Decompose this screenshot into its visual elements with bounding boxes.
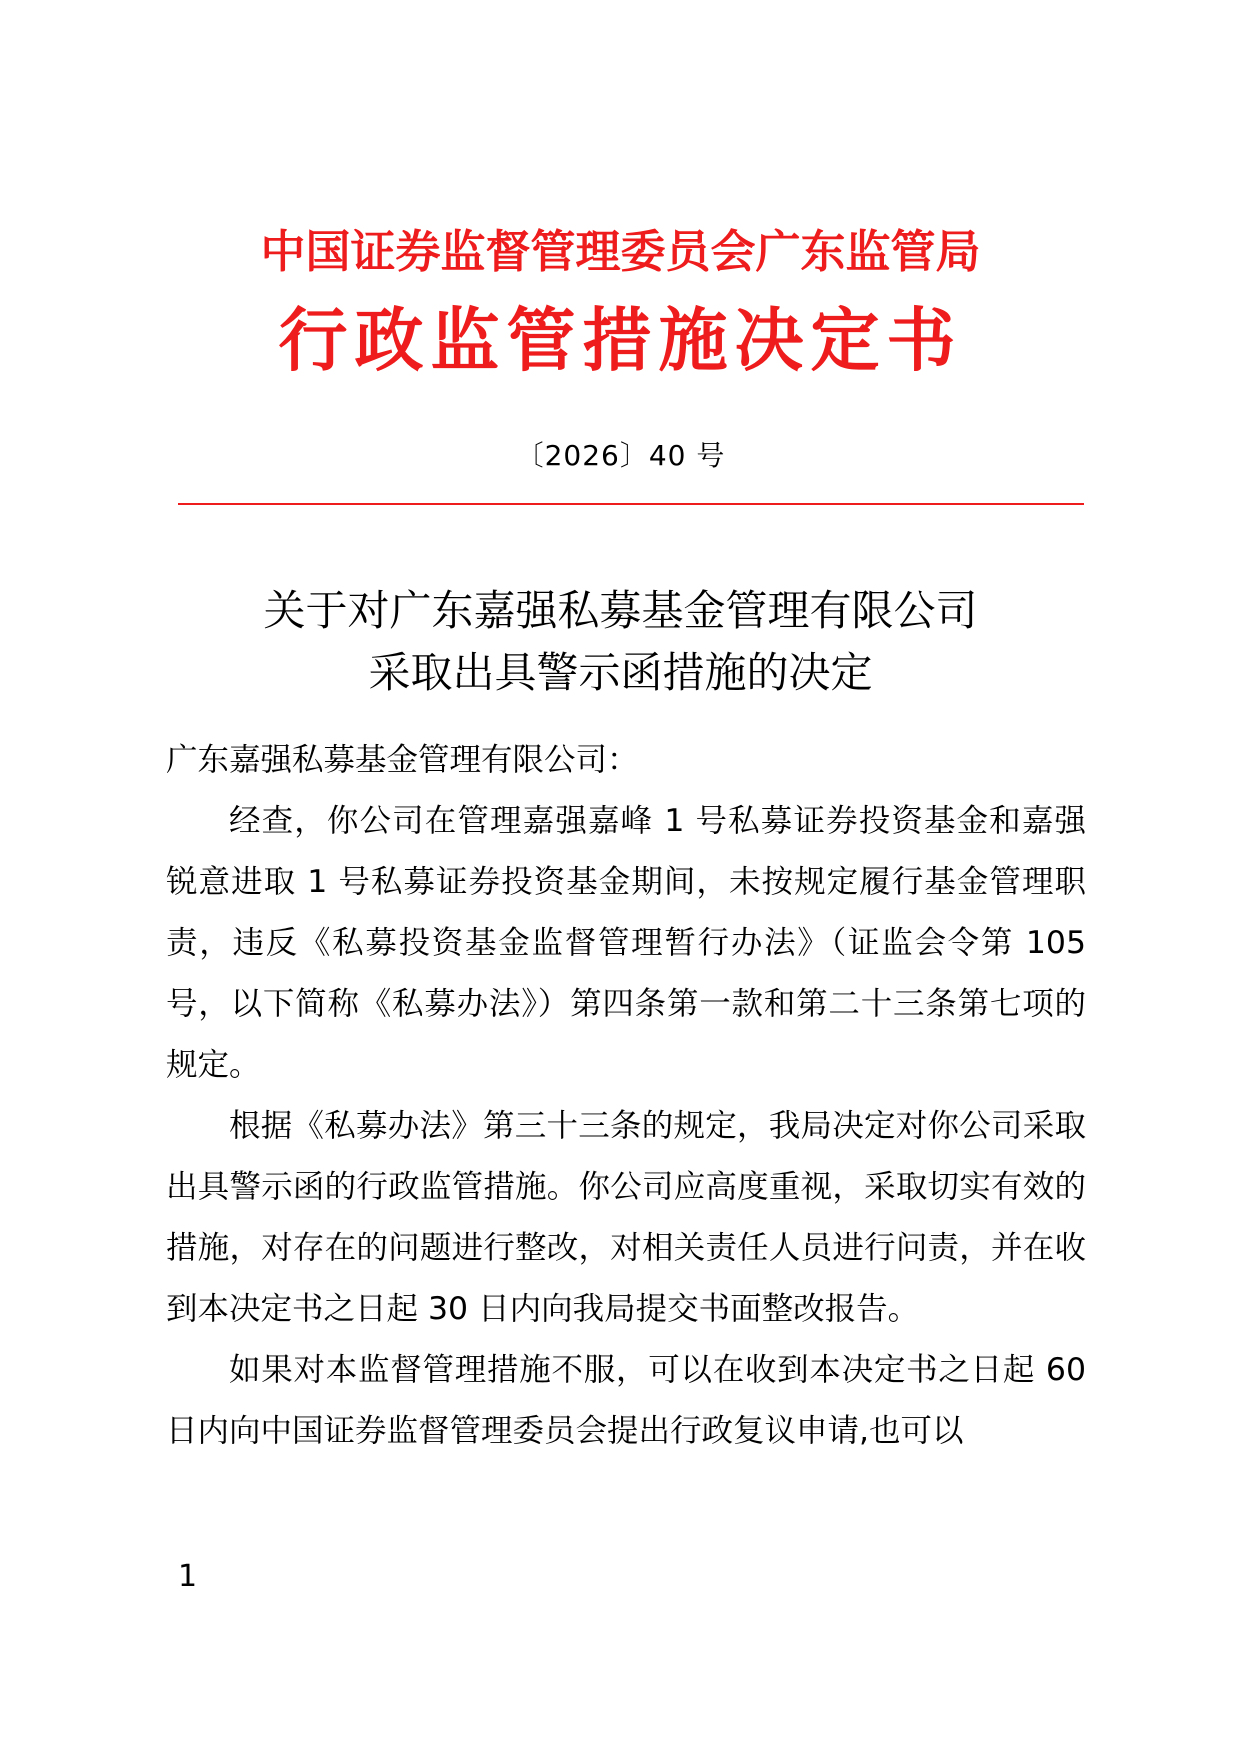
header-divider [178,503,1084,505]
body-paragraph-3: 如果对本监督管理措施不服，可以在收到本决定书之日起 60 日内向中国证券监督管理委员会提出行政复议申请,也可以 [166,1352,1086,1449]
document-body [166,730,1086,1462]
decision-title-line-2: 采取出具警示函措施的决定 [368,648,873,697]
body-paragraph-2: 根据《私募办法》第三十三条的规定，我局决定对你公司采取出具警示函的行政监管措施。你公司应高度重视，采取切实有效的措施，对存在的问题进行整改，对相关责任人员进行问责，并在收到本决定书之日起 30 日内向我局提交书面整改报告。 [166,1108,1086,1327]
issuing-authority: 中国证券监督管理委员会广东监管局 [260,225,981,278]
body-paragraph-1: 经查，你公司在管理嘉强嘉峰 1 号私募证券投资基金和嘉强锐意进取 1 号私募证券投资基金期间，未按规定履行基金管理职责，违反《私募投资基金监督管理暂行办法》（证监会令第 105 号，以下简称《私募办法》）第四条第一款和第二十三条第七项的规定。 [166,803,1086,1083]
page-number: 1 [178,1559,198,1594]
decision-title [0,580,1241,704]
decision-title-line-1: 关于对广东嘉强私募基金管理有限公司 [263,586,978,635]
addressee: 广东嘉强私募基金管理有限公司： [166,742,639,778]
document-type-heading: 行政监管措施决定书 [278,301,963,381]
document-number: 〔2026〕40 号 [515,439,726,472]
